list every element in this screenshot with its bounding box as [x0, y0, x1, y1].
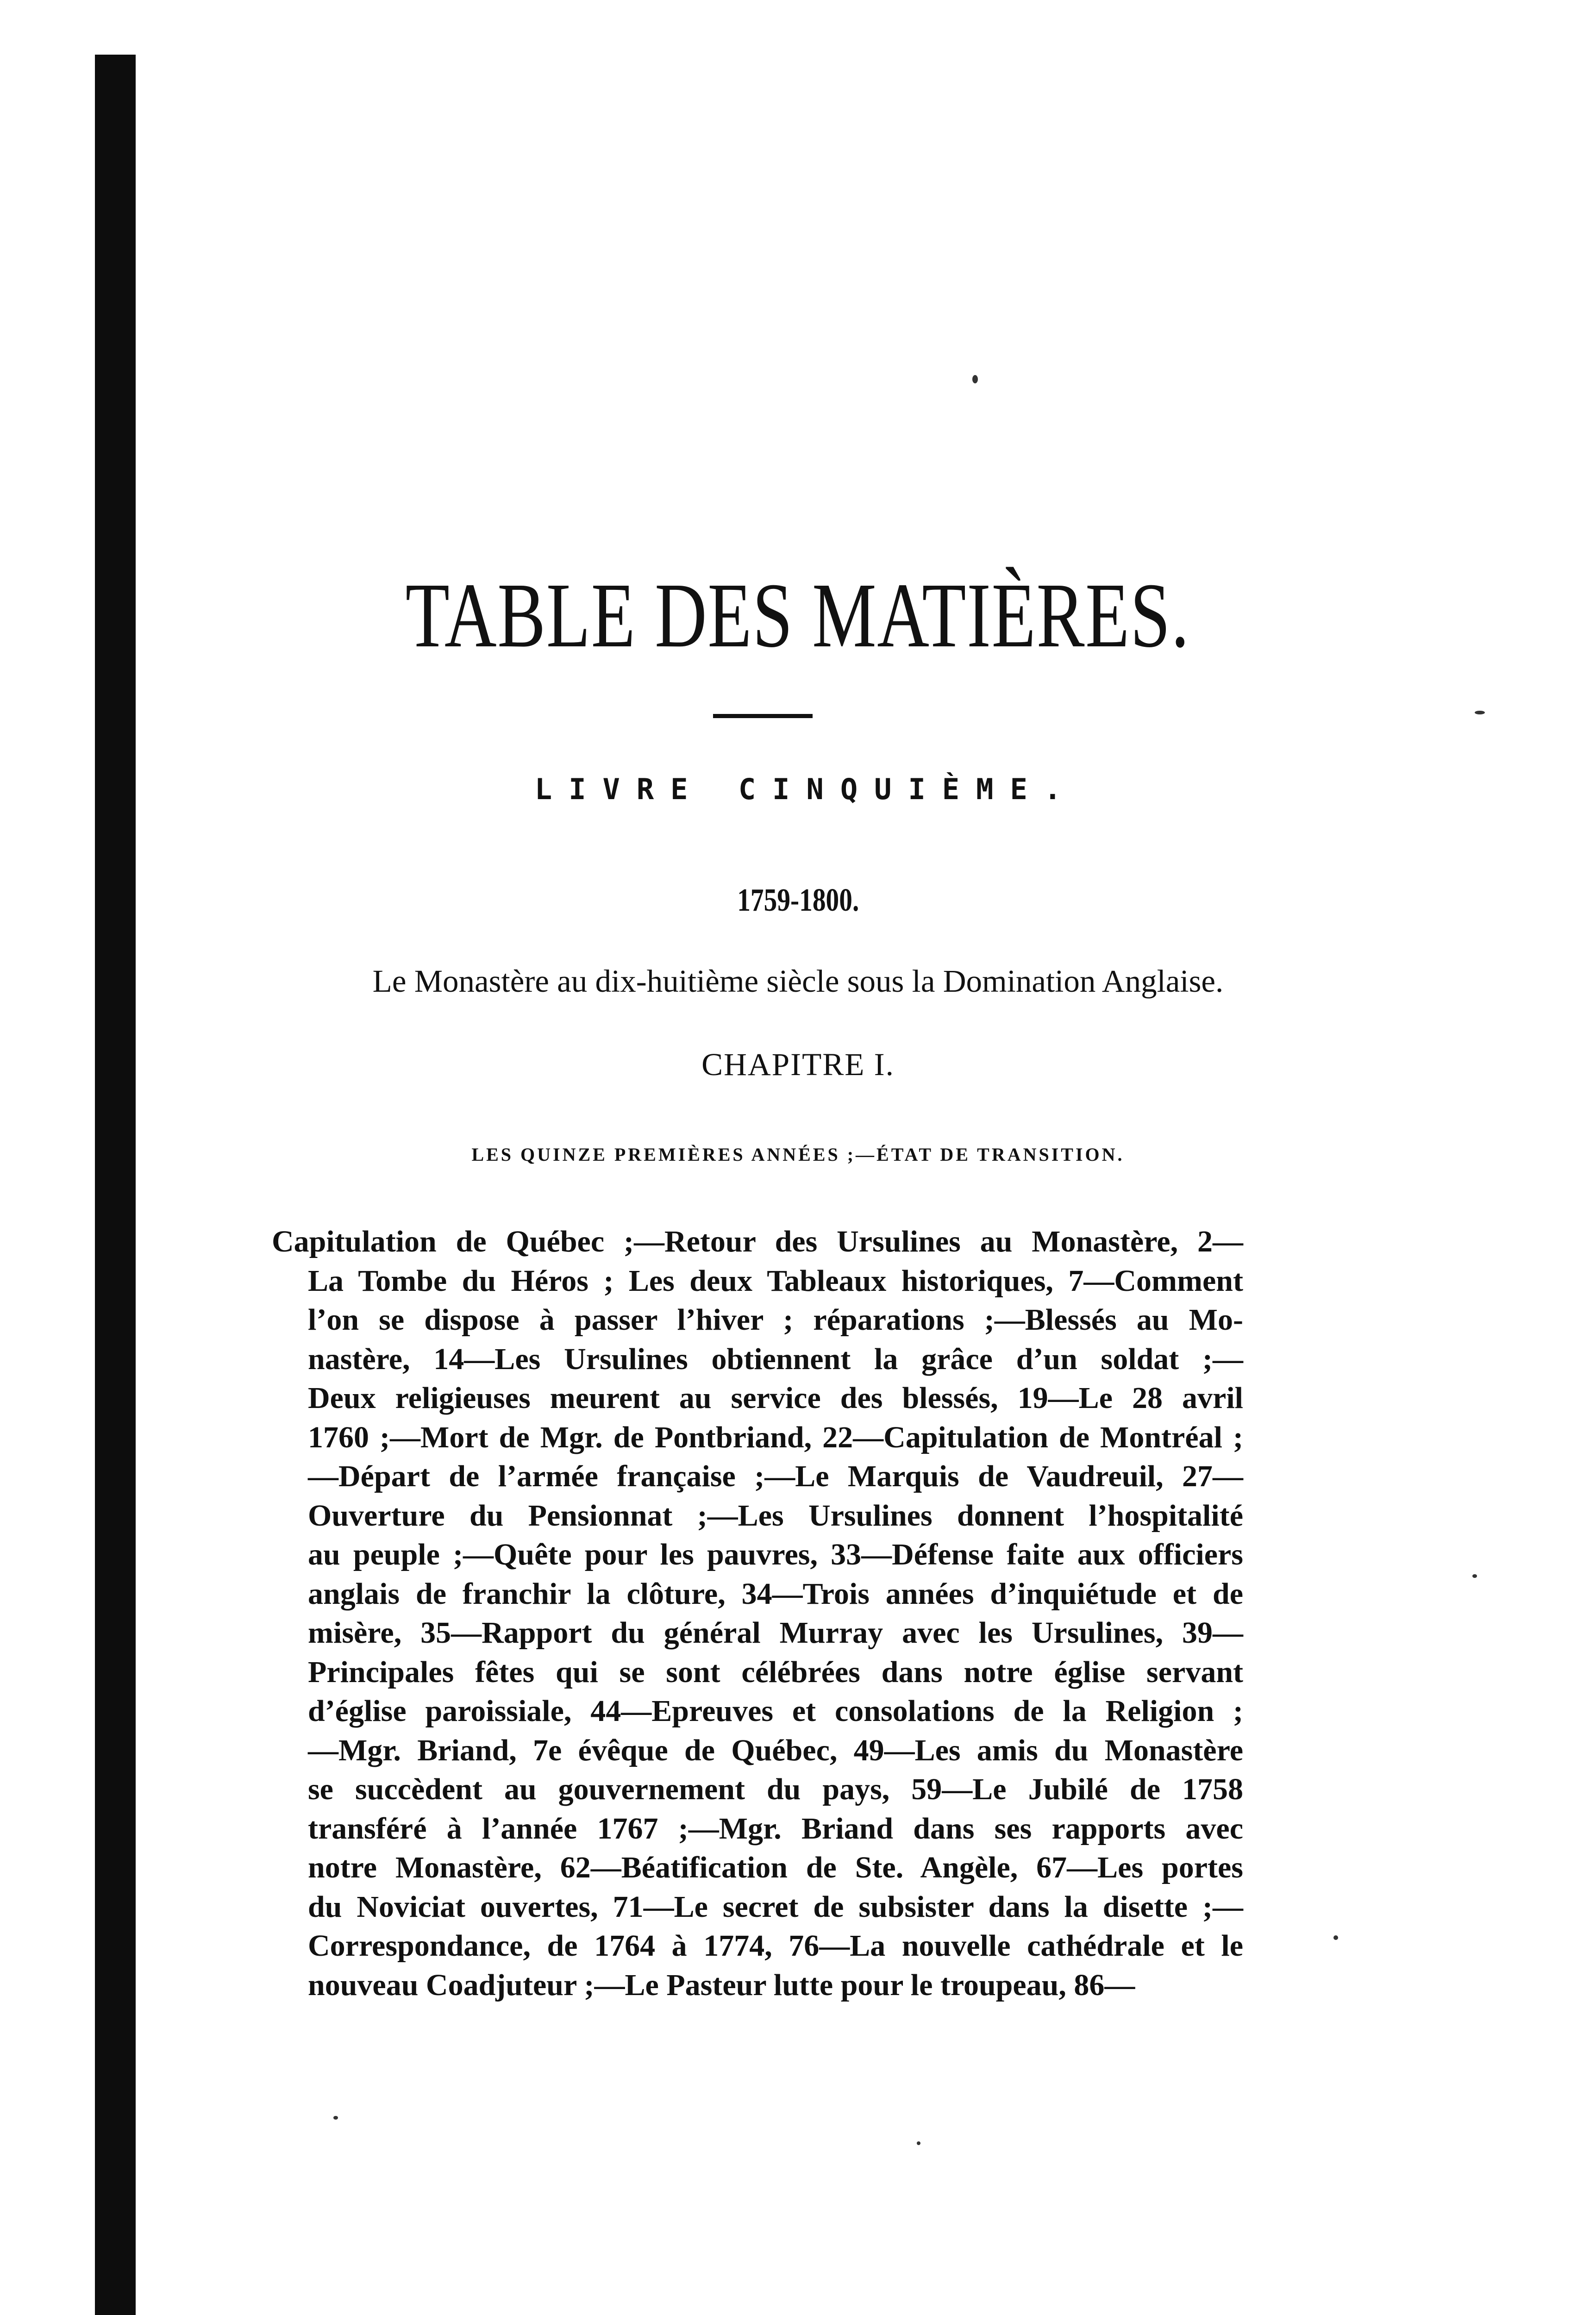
book-subtitle: Le Monastère au dix-huitième siècle sous la Domination Anglaise.: [372, 964, 1224, 999]
summary-line: au peuple ;—Quête pour les pauvres, 33—Défense faite aux officiers: [308, 1538, 1243, 1571]
summary-line: Deux religieuses meurent au service des blessés, 19—Le 28 avril: [308, 1381, 1243, 1415]
summary-line: notre Monastère, 62—Béatification de Ste. Angèle, 67—Les portes: [308, 1851, 1243, 1884]
summary-line: 1760 ;—Mort de Mgr. de Pontbriand, 22—Capitulation de Montréal ;: [308, 1420, 1243, 1454]
chapter-number: CHAPITRE I.: [701, 1047, 895, 1082]
summary-line: transféré à l’année 1767 ;—Mgr. Briand dans ses rapports avec: [308, 1811, 1243, 1846]
chapter-title: LES QUINZE PREMIÈRES ANNÉES ;—ÉTAT DE TRANSITION.: [471, 1144, 1125, 1165]
summary-line: nouveau Coadjuteur ;—Le Pasteur lutte pour le troupeau, 86—: [308, 1968, 1135, 2002]
summary-line: Correspondance, de 1764 à 1774, 76—La nouvelle cathédrale et le: [308, 1929, 1243, 1963]
speck: [1475, 711, 1485, 714]
speck: [1472, 1574, 1477, 1578]
chapter-summary: [272, 1222, 1243, 2005]
summary-line: Ouverture du Pensionnat ;—Les Ursulines donnent l’hospitalité: [308, 1498, 1243, 1533]
summary-line: anglais de franchir la clôture, 34—Trois années d’inquiétude et de: [308, 1577, 1243, 1611]
book-heading: LIVRE CINQUIÈME.: [534, 772, 1078, 806]
page-title: TABLE DES MATIÈRES.: [405, 564, 1190, 667]
summary-line: se succèdent au gouvernement du pays, 59—Le Jubilé de 1758: [308, 1772, 1243, 1806]
speck: [972, 375, 978, 383]
summary-line: —Départ de l’armée française ;—Le Marquis de Vaudreuil, 27—: [308, 1459, 1243, 1493]
speck: [917, 2141, 920, 2145]
summary-line: —Mgr. Briand, 7e évêque de Québec, 49—Les amis du Monastère: [308, 1733, 1243, 1767]
summary-line: du Noviciat ouvertes, 71—Le secret de subsister dans la disette ;—: [308, 1890, 1243, 1924]
summary-line: nastère, 14—Les Ursulines obtiennent la grâce d’un soldat ;—: [308, 1342, 1243, 1376]
summary-line: misère, 35—Rapport du général Murray avec les Ursulines, 39—: [308, 1616, 1243, 1650]
title-rule: [713, 714, 813, 718]
speck: [333, 2116, 338, 2120]
year-range: 1759-1800.: [737, 882, 859, 918]
summary-line: l’on se dispose à passer l’hiver ; réparations ;—Blessés au Mo-: [308, 1303, 1243, 1337]
binding-edge: [95, 55, 136, 2315]
summary-line: Capitulation de Québec ;—Retour des Ursulines au Monastère, 2—: [272, 1225, 1243, 1258]
speck: [1333, 1935, 1338, 1940]
summary-line: La Tombe du Héros ; Les deux Tableaux historiques, 7—Comment: [308, 1264, 1243, 1298]
summary-line: d’église paroissiale, 44—Epreuves et consolations de la Religion ;: [308, 1694, 1243, 1728]
summary-line: Principales fêtes qui se sont célébrées dans notre église servant: [308, 1655, 1243, 1689]
